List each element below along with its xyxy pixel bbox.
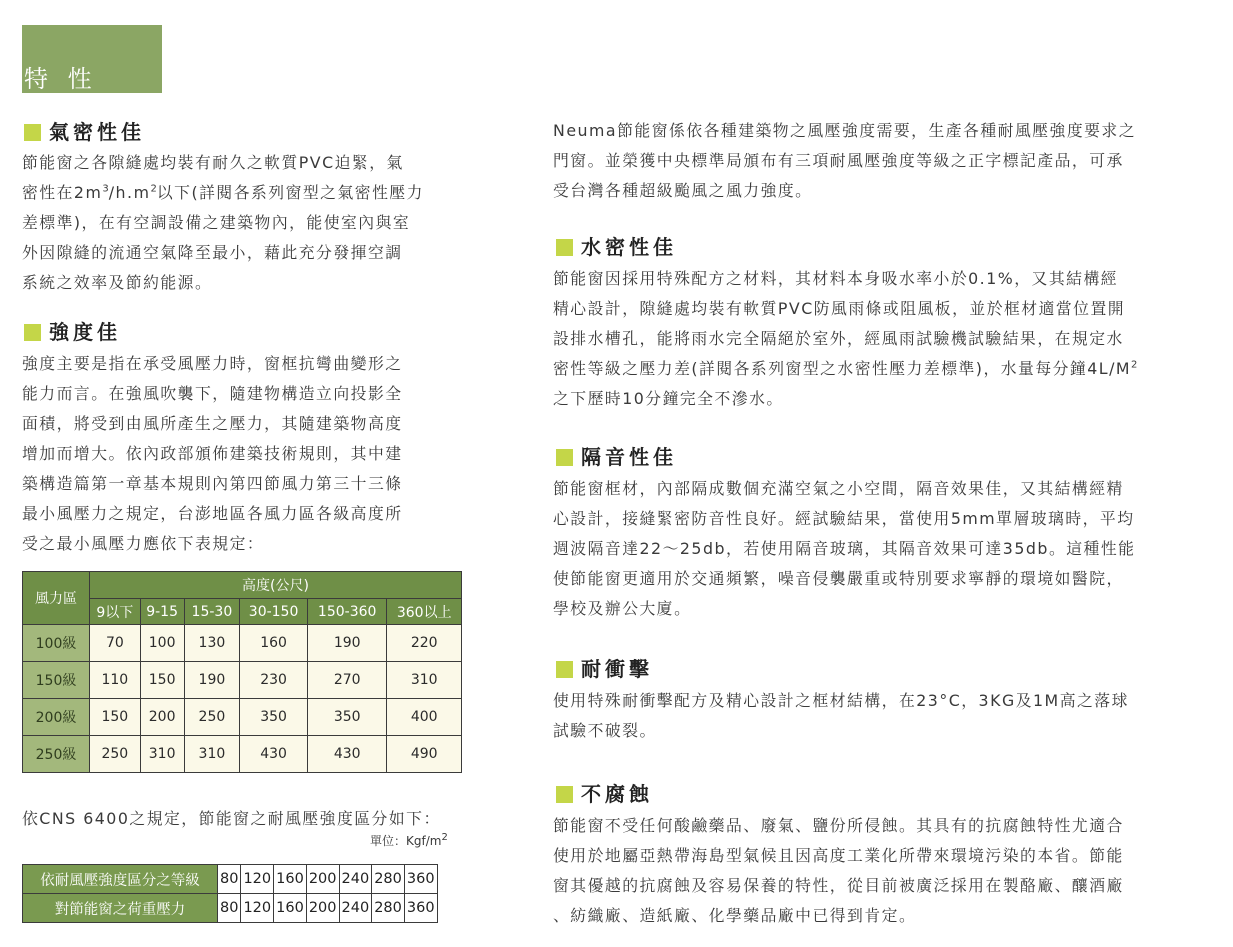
corrosion-paragraph [553,811,1124,931]
table-cell: 350 [240,699,308,736]
page-title-banner [22,25,162,93]
table-row [23,662,462,699]
row-header: 150級 [23,662,90,699]
strength-paragraph [22,349,403,559]
bullet-square-icon [24,324,41,341]
table-cell: 80 [218,865,241,894]
text-line: 密性在$2m^3/h.m^2$以下(詳閱各系列窗型之氣密性壓力 [22,183,424,202]
table-cell: 240 [339,894,372,923]
table-row [23,736,462,773]
text-line: 節能窗不受任何酸鹼藥品、廢氣、鹽份所侵蝕。其具有的抗腐蝕特性尤適合 [553,816,1124,835]
text-line: 系統之效率及節約能源。 [22,273,213,292]
row-header: 250級 [23,736,90,773]
table-cell: 430 [307,736,387,773]
text-line: 增加而增大。依內政部頒佈建築技術規則，其中建 [22,444,403,463]
text-line: 節能窗框材，內部隔成數個充滿空氣之小空間，隔音效果佳，又其結構經精 [553,479,1124,498]
bullet-square-icon [556,449,573,466]
text-line: 受之最小風壓力應依下表規定： [22,534,265,553]
column-header: 360以上 [387,599,462,625]
row-header: 依耐風壓強度區分之等級 [23,865,218,894]
table-cell: 360 [404,865,437,894]
text-line: 設排水槽孔，能將雨水完全隔絕於室外，經風雨試驗機試驗結果，在規定水 [553,329,1124,348]
table-cell: 160 [274,894,307,923]
impact-paragraph [553,686,1129,746]
text-line: 強度主要是指在承受風壓力時，窗框抗彎曲變形之 [22,354,403,373]
row-header: 100級 [23,625,90,662]
airtight-paragraph [22,148,424,298]
text-line: 使用特殊耐衝擊配方及精心設計之框材結構，在23°C，3KG及1M高之落球 [553,691,1129,710]
table-cell: 350 [307,699,387,736]
table-cell: 270 [307,662,387,699]
section-heading-airtight: 氣密性佳 [24,122,145,142]
watertight-paragraph [553,264,1137,414]
row-header: 200級 [23,699,90,736]
bullet-square-icon [556,239,573,256]
table-cell: 360 [404,894,437,923]
text-line: 最小風壓力之規定，台澎地區各風力區各級高度所 [22,504,403,523]
text-line: 使節能窗更適用於交通頻繁，噪音侵襲嚴重或特別要求寧靜的環境如醫院， [553,569,1124,588]
table-cell: 230 [240,662,308,699]
text-line: 受台灣各種超級颱風之風力強度。 [553,181,813,200]
row-header: 對節能窗之荷重壓力 [23,894,218,923]
table-cell: 110 [90,662,141,699]
text-line: 節能窗因採用特殊配方之材料，其材料本身吸水率小於0.1%，又其結構經 [553,269,1119,288]
page-title: 特 性 [24,65,98,93]
column-header: 9-15 [140,599,184,625]
text-line: 節能窗之各隙縫處均裝有耐久之軟質PVC迫緊，氣 [22,153,404,172]
section-heading-soundproof: 隔音性佳 [556,447,677,467]
text-line: 窗其優越的抗腐蝕及容易保養的特性，從目前被廣泛採用在製酪廠、釀酒廠 [553,876,1124,895]
table-cell: 200 [306,865,339,894]
table-cell: 250 [184,699,240,736]
wind-pressure-table [22,571,462,773]
table-cell: 200 [306,894,339,923]
text-line: 心設計，接縫緊密防音性良好。經試驗結果，當使用5mm單層玻璃時，平均 [553,509,1135,528]
table-cell: 400 [387,699,462,736]
section-heading-impact: 耐衝擊 [556,659,653,679]
table-row [23,625,462,662]
text-line: 密性等級之壓力差(詳閱各系列窗型之水密性壓力差標準)，水量每分鐘$4L/M^2$ [553,359,1138,378]
table-row [23,699,462,736]
cns-intro-text: 依CNS 6400之規定，節能窗之耐風壓強度區分如下： [22,809,441,828]
table-group-header: 高度(公尺) [90,572,462,599]
table-cell: 430 [240,736,308,773]
table-cell: 120 [241,865,274,894]
table-cell: 70 [90,625,141,662]
text-line: 差標準)，在有空調設備之建築物內，能使室內與室 [22,213,411,232]
column-header: 15-30 [184,599,240,625]
section-heading-watertight: 水密性佳 [556,237,677,257]
text-line: 使用於地屬亞熱帶海島型氣候且因高度工業化所帶來環境污染的本省。節能 [553,846,1124,865]
bullet-square-icon [556,661,573,678]
column-header: 30-150 [240,599,308,625]
text-line: 外因隙縫的流通空氣降至最小，藉此充分發揮空調 [22,243,403,262]
bullet-square-icon [24,124,41,141]
table-cell: 80 [218,894,241,923]
unit-label: 單位：Kgf/$m^2$ [370,832,448,848]
table-cell: 250 [90,736,141,773]
table-cell: 490 [387,736,462,773]
column-header: 9以下 [90,599,141,625]
column-header: 150-360 [307,599,387,625]
table-cell: 310 [387,662,462,699]
text-line: 試驗不破裂。 [553,721,657,740]
text-line: 週波隔音達22～25db，若使用隔音玻璃，其隔音效果可達35db。這種性能 [553,539,1136,558]
table-cell: 130 [184,625,240,662]
table-cell: 310 [184,736,240,773]
table-cell: 160 [240,625,308,662]
table-row [23,894,438,923]
text-line: 築構造篇第一章基本規則內第四節風力第三十三條 [22,474,403,493]
table-cell: 150 [140,662,184,699]
text-line: 門窗。並榮獲中央標準局頒布有三項耐風壓強度等級之正字標記產品，可承 [553,151,1124,170]
text-line: 之下歷時10分鐘完全不滲水。 [553,389,784,408]
intro-paragraph [553,116,1136,206]
table-cell: 280 [372,894,405,923]
text-line: 學校及辦公大廈。 [553,599,692,618]
table-cell: 310 [140,736,184,773]
section-heading-corrosion: 不腐蝕 [556,784,653,804]
table-cell: 120 [241,894,274,923]
table-cell: 100 [140,625,184,662]
cns-pressure-table [22,864,438,923]
section-heading-strength: 強度佳 [24,322,121,342]
table-cell: 280 [372,865,405,894]
text-line: 精心設計，隙縫處均裝有軟質PVC防風雨條或阻風板，並於框材適當位置開 [553,299,1126,318]
table-cell: 220 [387,625,462,662]
table-cell: 160 [274,865,307,894]
text-line: 能力而言。在強風吹襲下，隨建物構造立向投影全 [22,384,403,403]
bullet-square-icon [556,786,573,803]
text-line: 面積，將受到由風所產生之壓力，其隨建築物高度 [22,414,403,433]
soundproof-paragraph [553,474,1135,624]
table-cell: 200 [140,699,184,736]
text-line: 、紡織廠、造紙廠、化學藥品廠中已得到肯定。 [553,906,917,925]
table-corner-header: 風力區 [23,572,90,625]
text-line: Neuma節能窗係依各種建築物之風壓強度需要，生產各種耐風壓強度要求之 [553,121,1137,140]
table-cell: 240 [339,865,372,894]
table-cell: 190 [184,662,240,699]
table-cell: 190 [307,625,387,662]
table-cell: 150 [90,699,141,736]
table-row [23,865,438,894]
